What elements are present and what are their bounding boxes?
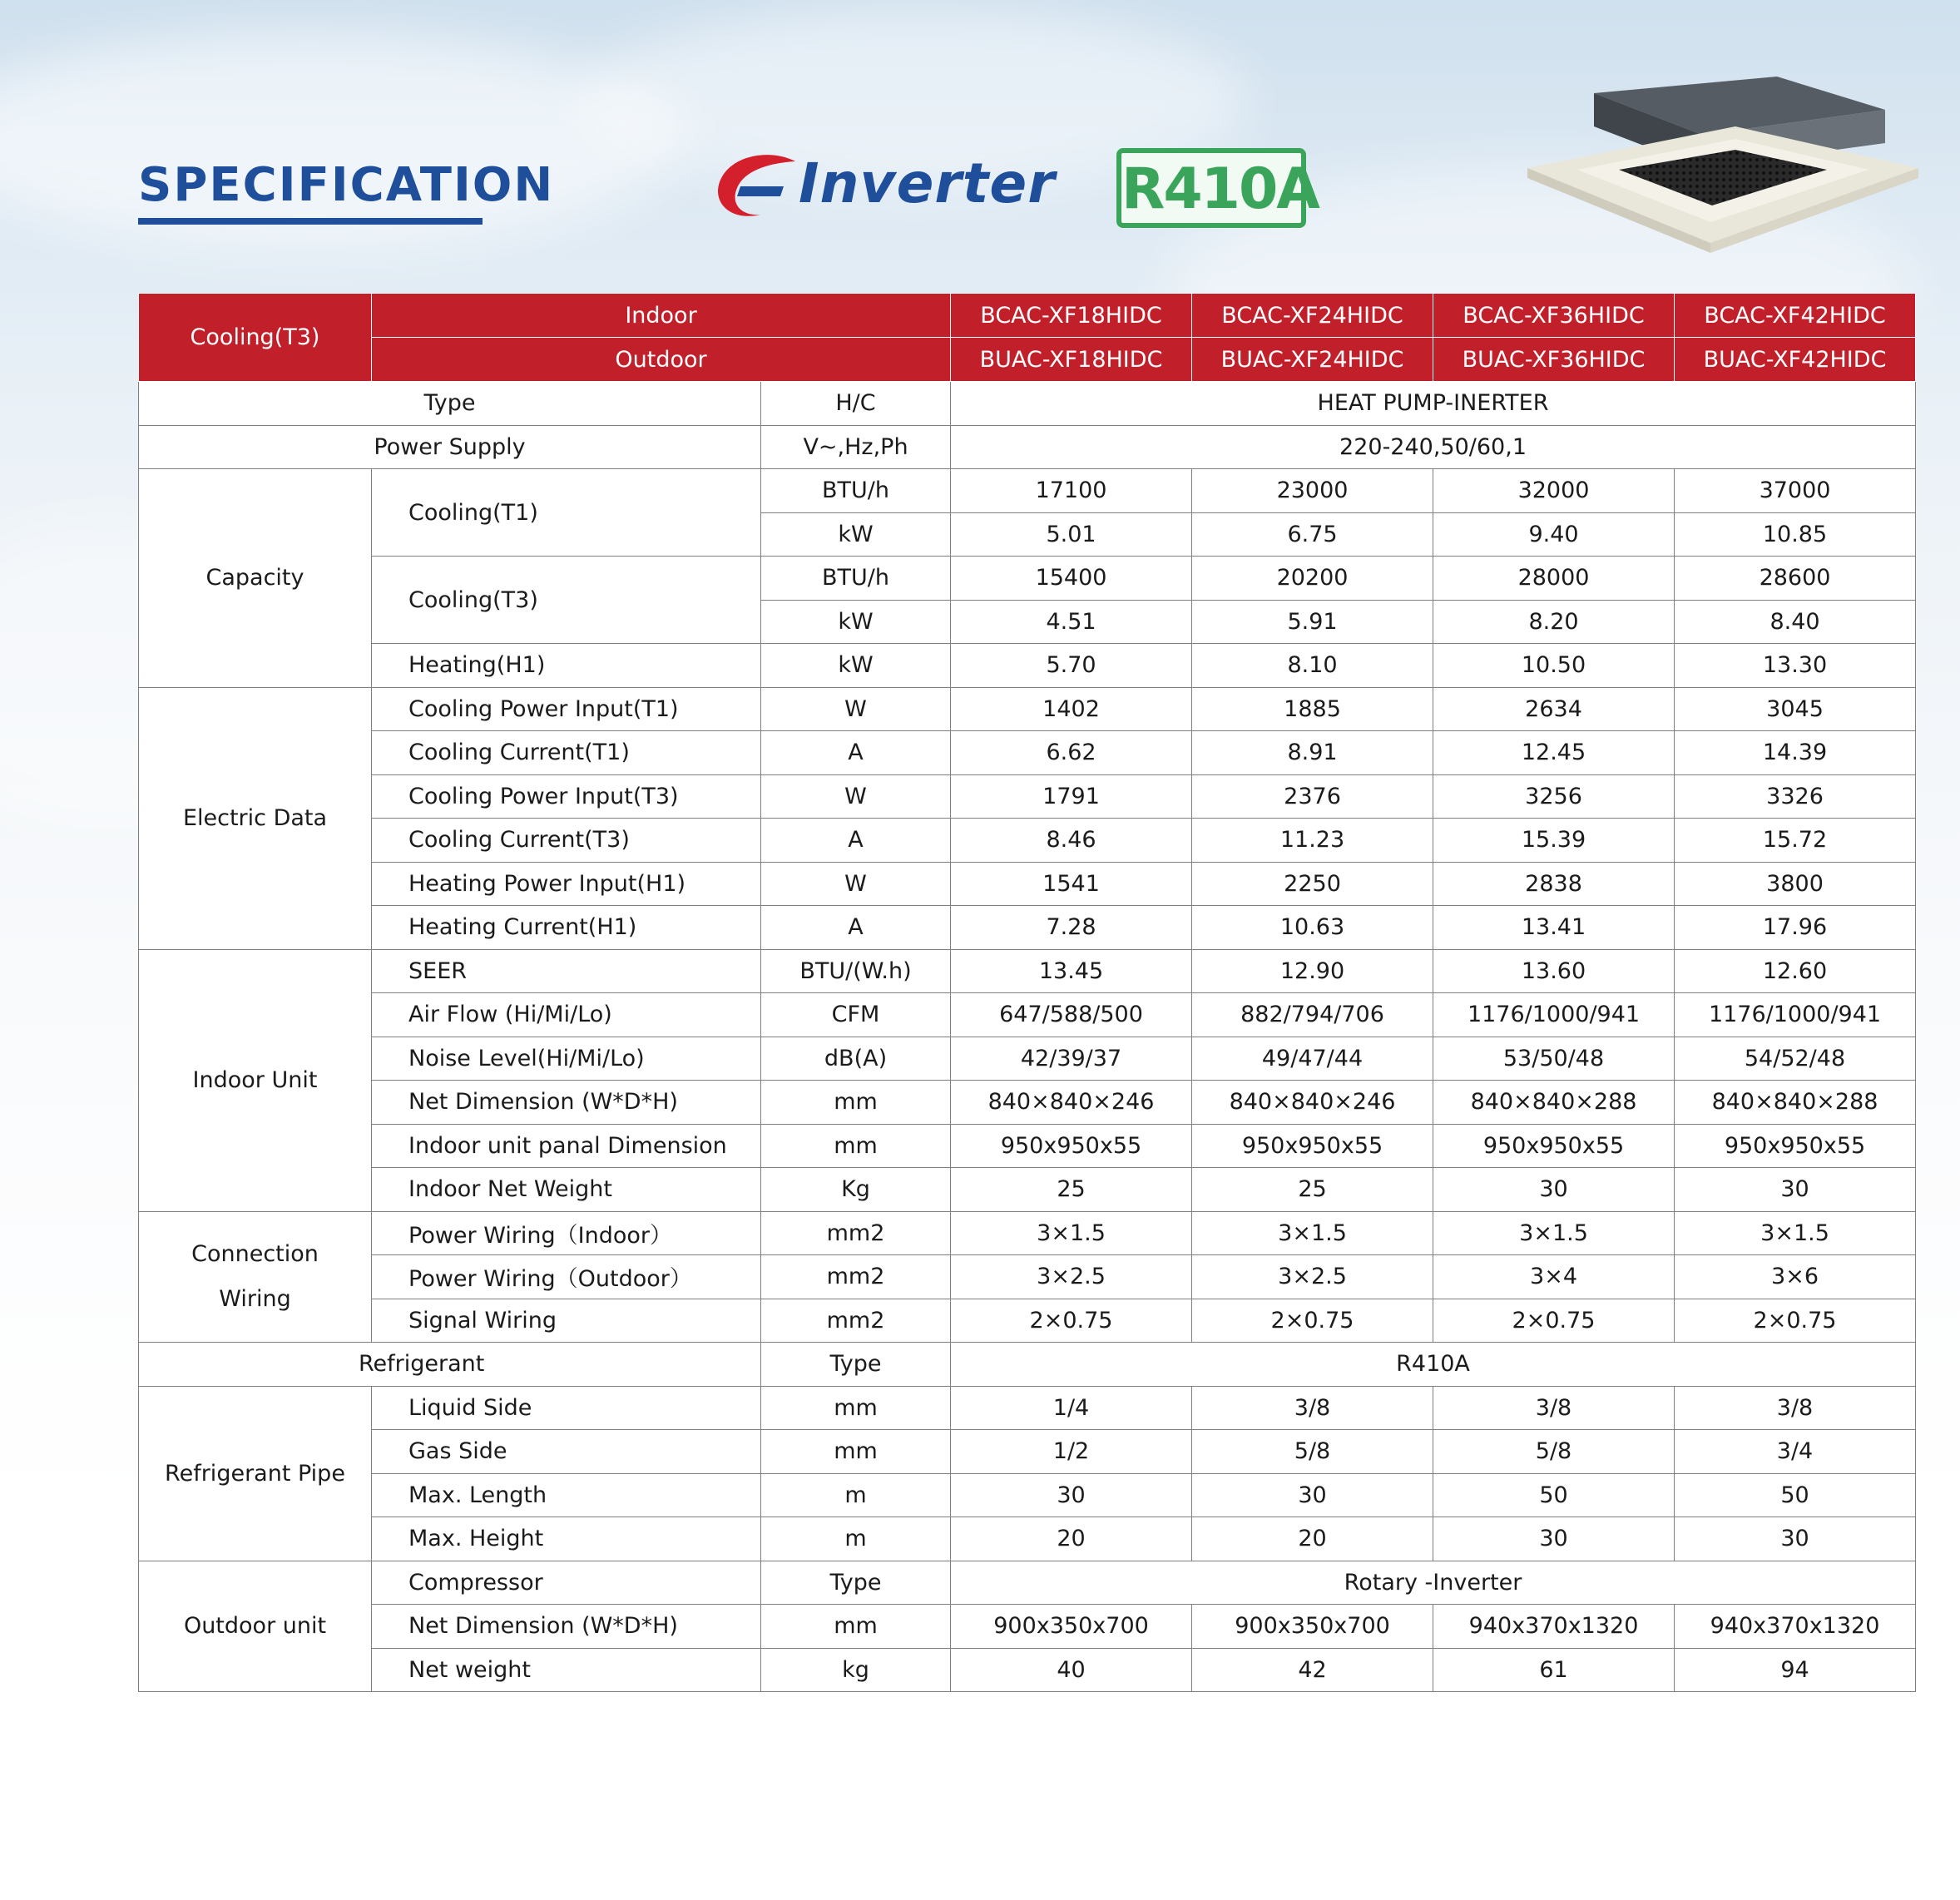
row-label: Max. Length xyxy=(372,1473,761,1517)
value-cell: Rotary -Inverter xyxy=(951,1561,1916,1605)
cassette-ac-product-image xyxy=(1527,77,1918,268)
value-cell: 2×0.75 xyxy=(1433,1299,1675,1343)
row-label: SEER xyxy=(372,949,761,993)
outdoor-model-cell: BUAC-XF24HIDC xyxy=(1192,338,1433,382)
value-cell: 10.63 xyxy=(1192,906,1433,950)
value-cell: 1176/1000/941 xyxy=(1675,993,1916,1037)
value-cell: 25 xyxy=(1192,1168,1433,1212)
unit-cell: mm xyxy=(761,1605,951,1649)
value-cell: 3×4 xyxy=(1433,1255,1675,1299)
row-label: Net Dimension (W*D*H) xyxy=(372,1081,761,1125)
unit-cell: mm2 xyxy=(761,1211,951,1255)
value-cell: 12.90 xyxy=(1192,949,1433,993)
unit-cell: dB(A) xyxy=(761,1037,951,1081)
unit-cell: mm xyxy=(761,1124,951,1168)
value-cell: 3×2.5 xyxy=(951,1255,1192,1299)
value-cell: 13.41 xyxy=(1433,906,1675,950)
indoor-model-cell: BCAC-XF24HIDC xyxy=(1192,294,1433,338)
table-row xyxy=(139,1430,1916,1474)
row-label: Cooling Power Input(T3) xyxy=(372,774,761,819)
value-cell: 32000 xyxy=(1433,469,1675,513)
row-label: Max. Height xyxy=(372,1517,761,1561)
table-row xyxy=(139,1168,1916,1212)
row-label: Compressor xyxy=(372,1561,761,1605)
row-label: Cooling(T3) xyxy=(372,557,761,644)
value-cell: 1885 xyxy=(1192,687,1433,731)
unit-cell: mm2 xyxy=(761,1299,951,1343)
value-cell: 840×840×246 xyxy=(951,1081,1192,1125)
value-cell: 2×0.75 xyxy=(1192,1299,1433,1343)
value-cell: 3×1.5 xyxy=(951,1211,1192,1255)
value-cell: 8.40 xyxy=(1675,600,1916,644)
value-cell: 3×1.5 xyxy=(1192,1211,1433,1255)
table-row xyxy=(139,1211,1916,1255)
table-row xyxy=(139,1561,1916,1605)
value-cell: 30 xyxy=(1433,1168,1675,1212)
unit-cell: mm xyxy=(761,1430,951,1474)
value-cell: 1176/1000/941 xyxy=(1433,993,1675,1037)
value-cell: 13.60 xyxy=(1433,949,1675,993)
row-label: Cooling Current(T3) xyxy=(372,819,761,863)
group-label-line: Wiring xyxy=(219,1285,291,1312)
value-cell: 8.10 xyxy=(1192,644,1433,688)
value-cell: 40 xyxy=(951,1648,1192,1692)
table-row xyxy=(139,774,1916,819)
unit-cell: kW xyxy=(761,600,951,644)
unit-cell: kW xyxy=(761,512,951,557)
value-cell: 647/588/500 xyxy=(951,993,1192,1037)
table-row xyxy=(139,469,1916,513)
value-cell: 30 xyxy=(1192,1473,1433,1517)
value-cell: 3×1.5 xyxy=(1675,1211,1916,1255)
header-cooling-t3-cell: Cooling(T3) xyxy=(139,294,372,382)
unit-cell: BTU/h xyxy=(761,557,951,601)
row-label: Gas Side xyxy=(372,1430,761,1474)
value-cell: 11.23 xyxy=(1192,819,1433,863)
title-underline xyxy=(138,218,483,225)
value-cell: 20200 xyxy=(1192,557,1433,601)
value-cell: 3/8 xyxy=(1433,1386,1675,1430)
unit-cell: H/C xyxy=(761,382,951,426)
table-row xyxy=(139,731,1916,775)
unit-cell: W xyxy=(761,862,951,906)
value-cell: 4.51 xyxy=(951,600,1192,644)
value-cell: 940x370x1320 xyxy=(1675,1605,1916,1649)
value-cell: 30 xyxy=(1675,1517,1916,1561)
row-label: Heating Power Input(H1) xyxy=(372,862,761,906)
value-cell: 3045 xyxy=(1675,687,1916,731)
specification-table xyxy=(138,293,1916,1692)
value-cell: 220-240,50/60,1 xyxy=(951,425,1916,469)
table-row xyxy=(139,862,1916,906)
value-cell: 3×2.5 xyxy=(1192,1255,1433,1299)
inverter-swoosh-icon xyxy=(712,150,804,225)
outdoor-model-cell: BUAC-XF18HIDC xyxy=(951,338,1192,382)
unit-cell: BTU/(W.h) xyxy=(761,949,951,993)
unit-cell: V~,Hz,Ph xyxy=(761,425,951,469)
row-label: Indoor unit panal Dimension xyxy=(372,1124,761,1168)
row-label: Indoor Net Weight xyxy=(372,1168,761,1212)
header-row-outdoor xyxy=(139,338,1916,382)
value-cell: 5.91 xyxy=(1192,600,1433,644)
table-row xyxy=(139,906,1916,950)
unit-cell: Type xyxy=(761,1343,951,1387)
indoor-model-cell: BCAC-XF42HIDC xyxy=(1675,294,1916,338)
value-cell: 950x950x55 xyxy=(1433,1124,1675,1168)
value-cell: 10.85 xyxy=(1675,512,1916,557)
outdoor-model-cell: BUAC-XF36HIDC xyxy=(1433,338,1675,382)
value-cell: 2838 xyxy=(1433,862,1675,906)
background-cloud xyxy=(0,33,682,250)
value-cell: HEAT PUMP-INERTER xyxy=(951,382,1916,426)
table-row xyxy=(139,644,1916,688)
unit-cell: W xyxy=(761,774,951,819)
value-cell: 3326 xyxy=(1675,774,1916,819)
unit-cell: A xyxy=(761,731,951,775)
unit-cell: A xyxy=(761,819,951,863)
value-cell: 54/52/48 xyxy=(1675,1037,1916,1081)
row-label: Net Dimension (W*D*H) xyxy=(372,1605,761,1649)
value-cell: 20 xyxy=(951,1517,1192,1561)
value-cell: 1541 xyxy=(951,862,1192,906)
value-cell: 61 xyxy=(1433,1648,1675,1692)
value-cell: 5.01 xyxy=(951,512,1192,557)
r410a-logo-text: R410A xyxy=(1121,156,1319,222)
table-row xyxy=(139,1517,1916,1561)
page-title: SPECIFICATION xyxy=(138,158,555,212)
table-row xyxy=(139,819,1916,863)
unit-cell: Kg xyxy=(761,1168,951,1212)
table-row xyxy=(139,1037,1916,1081)
unit-cell: mm2 xyxy=(761,1255,951,1299)
value-cell: R410A xyxy=(951,1343,1916,1387)
row-label: Power Wiring（Indoor） xyxy=(372,1211,761,1255)
row-label: Type xyxy=(139,382,761,426)
table-row xyxy=(139,1124,1916,1168)
value-cell: 900x350x700 xyxy=(1192,1605,1433,1649)
table-row xyxy=(139,1473,1916,1517)
value-cell: 2250 xyxy=(1192,862,1433,906)
value-cell: 17.96 xyxy=(1675,906,1916,950)
unit-cell: m xyxy=(761,1473,951,1517)
unit-cell: mm xyxy=(761,1081,951,1125)
value-cell: 17100 xyxy=(951,469,1192,513)
value-cell: 6.75 xyxy=(1192,512,1433,557)
value-cell: 3/4 xyxy=(1675,1430,1916,1474)
group-label-line: Connection xyxy=(191,1240,319,1267)
value-cell: 8.20 xyxy=(1433,600,1675,644)
row-label: Noise Level(Hi/Mi/Lo) xyxy=(372,1037,761,1081)
value-cell: 2634 xyxy=(1433,687,1675,731)
value-cell: 2×0.75 xyxy=(951,1299,1192,1343)
value-cell: 1791 xyxy=(951,774,1192,819)
value-cell: 94 xyxy=(1675,1648,1916,1692)
value-cell: 840×840×246 xyxy=(1192,1081,1433,1125)
row-label: Power Wiring（Outdoor） xyxy=(372,1255,761,1299)
value-cell: 1/4 xyxy=(951,1386,1192,1430)
inverter-logo xyxy=(712,150,1062,225)
value-cell: 3800 xyxy=(1675,862,1916,906)
r410a-logo xyxy=(1116,148,1319,228)
value-cell: 8.46 xyxy=(951,819,1192,863)
value-cell: 8.91 xyxy=(1192,731,1433,775)
value-cell: 5/8 xyxy=(1433,1430,1675,1474)
table-row xyxy=(139,1299,1916,1343)
unit-cell: kg xyxy=(761,1648,951,1692)
value-cell: 20 xyxy=(1192,1517,1433,1561)
table-row xyxy=(139,993,1916,1037)
value-cell: 13.45 xyxy=(951,949,1192,993)
table-row-power-supply xyxy=(139,425,1916,469)
table-row xyxy=(139,1255,1916,1299)
group-label-indoor-unit: Indoor Unit xyxy=(139,949,372,1211)
indoor-model-cell: BCAC-XF18HIDC xyxy=(951,294,1192,338)
value-cell: 15400 xyxy=(951,557,1192,601)
table-row xyxy=(139,1081,1916,1125)
row-label: Liquid Side xyxy=(372,1386,761,1430)
row-label: Cooling(T1) xyxy=(372,469,761,557)
group-label-capacity: Capacity xyxy=(139,469,372,688)
row-label: Refrigerant xyxy=(139,1343,761,1387)
table-row-type xyxy=(139,382,1916,426)
row-label: Heating Current(H1) xyxy=(372,906,761,950)
unit-cell: CFM xyxy=(761,993,951,1037)
row-label: Signal Wiring xyxy=(372,1299,761,1343)
value-cell: 6.62 xyxy=(951,731,1192,775)
value-cell: 12.45 xyxy=(1433,731,1675,775)
value-cell: 840×840×288 xyxy=(1433,1081,1675,1125)
inverter-logo-text: Inverter xyxy=(799,151,1056,215)
value-cell: 30 xyxy=(1433,1517,1675,1561)
header-outdoor-cell: Outdoor xyxy=(372,338,951,382)
table-row xyxy=(139,1386,1916,1430)
value-cell: 882/794/706 xyxy=(1192,993,1433,1037)
value-cell: 12.60 xyxy=(1675,949,1916,993)
group-label-connection-wiring xyxy=(139,1211,372,1343)
unit-cell: Type xyxy=(761,1561,951,1605)
value-cell: 3/8 xyxy=(1675,1386,1916,1430)
value-cell: 42 xyxy=(1192,1648,1433,1692)
value-cell: 940x370x1320 xyxy=(1433,1605,1675,1649)
value-cell: 23000 xyxy=(1192,469,1433,513)
row-label: Cooling Power Input(T1) xyxy=(372,687,761,731)
value-cell: 30 xyxy=(951,1473,1192,1517)
value-cell: 50 xyxy=(1433,1473,1675,1517)
indoor-model-cell: BCAC-XF36HIDC xyxy=(1433,294,1675,338)
value-cell: 900x350x700 xyxy=(951,1605,1192,1649)
row-label: Net weight xyxy=(372,1648,761,1692)
value-cell: 7.28 xyxy=(951,906,1192,950)
value-cell: 3×1.5 xyxy=(1433,1211,1675,1255)
header-row-indoor xyxy=(139,294,1916,338)
row-label: Air Flow (Hi/Mi/Lo) xyxy=(372,993,761,1037)
value-cell: 42/39/37 xyxy=(951,1037,1192,1081)
table-row-refrigerant xyxy=(139,1343,1916,1387)
table-row xyxy=(139,557,1916,601)
table-row xyxy=(139,1605,1916,1649)
row-label: Heating(H1) xyxy=(372,644,761,688)
value-cell: 950x950x55 xyxy=(951,1124,1192,1168)
value-cell: 15.39 xyxy=(1433,819,1675,863)
value-cell: 950x950x55 xyxy=(1192,1124,1433,1168)
value-cell: 840×840×288 xyxy=(1675,1081,1916,1125)
table-row xyxy=(139,687,1916,731)
value-cell: 2376 xyxy=(1192,774,1433,819)
group-label-electric-data: Electric Data xyxy=(139,687,372,949)
value-cell: 5/8 xyxy=(1192,1430,1433,1474)
value-cell: 3256 xyxy=(1433,774,1675,819)
value-cell: 1402 xyxy=(951,687,1192,731)
value-cell: 3/8 xyxy=(1192,1386,1433,1430)
unit-cell: A xyxy=(761,906,951,950)
value-cell: 53/50/48 xyxy=(1433,1037,1675,1081)
unit-cell: kW xyxy=(761,644,951,688)
value-cell: 14.39 xyxy=(1675,731,1916,775)
row-label: Cooling Current(T1) xyxy=(372,731,761,775)
value-cell: 950x950x55 xyxy=(1675,1124,1916,1168)
header-indoor-cell: Indoor xyxy=(372,294,951,338)
value-cell: 49/47/44 xyxy=(1192,1037,1433,1081)
row-label: Power Supply xyxy=(139,425,761,469)
value-cell: 37000 xyxy=(1675,469,1916,513)
value-cell: 13.30 xyxy=(1675,644,1916,688)
group-label-outdoor-unit: Outdoor unit xyxy=(139,1561,372,1692)
value-cell: 2×0.75 xyxy=(1675,1299,1916,1343)
value-cell: 25 xyxy=(951,1168,1192,1212)
value-cell: 10.50 xyxy=(1433,644,1675,688)
table-row xyxy=(139,1648,1916,1692)
value-cell: 30 xyxy=(1675,1168,1916,1212)
value-cell: 5.70 xyxy=(951,644,1192,688)
unit-cell: m xyxy=(761,1517,951,1561)
outdoor-model-cell: BUAC-XF42HIDC xyxy=(1675,338,1916,382)
value-cell: 15.72 xyxy=(1675,819,1916,863)
unit-cell: W xyxy=(761,687,951,731)
value-cell: 9.40 xyxy=(1433,512,1675,557)
value-cell: 28600 xyxy=(1675,557,1916,601)
value-cell: 28000 xyxy=(1433,557,1675,601)
unit-cell: BTU/h xyxy=(761,469,951,513)
table-row xyxy=(139,949,1916,993)
group-label-refrigerant-pipe: Refrigerant Pipe xyxy=(139,1386,372,1561)
value-cell: 1/2 xyxy=(951,1430,1192,1474)
unit-cell: mm xyxy=(761,1386,951,1430)
value-cell: 50 xyxy=(1675,1473,1916,1517)
value-cell: 3×6 xyxy=(1675,1255,1916,1299)
